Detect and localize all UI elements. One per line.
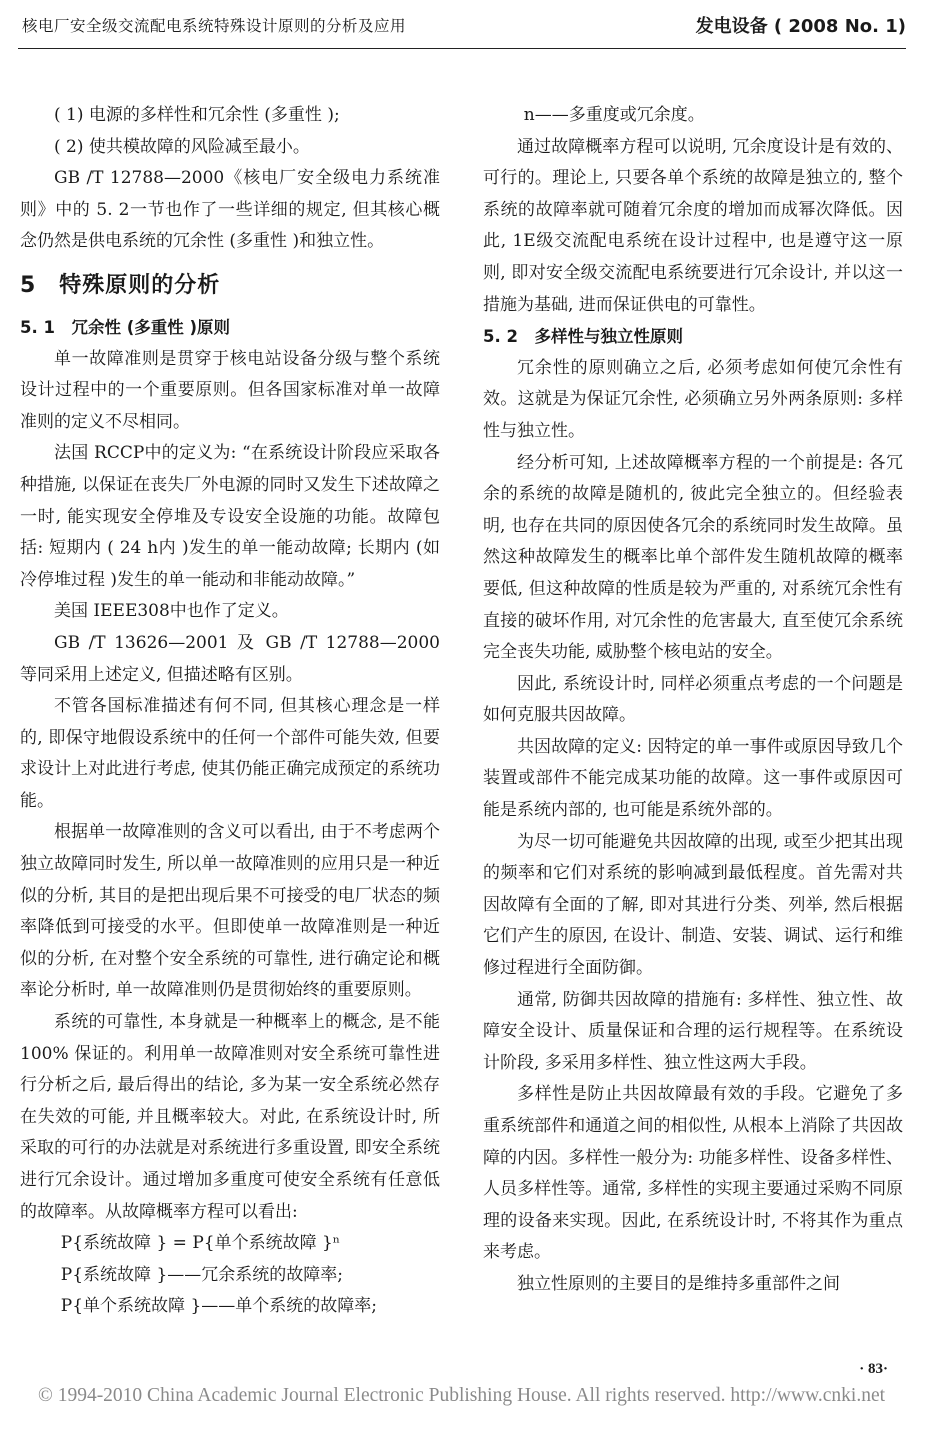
page-number: · 83·: [859, 1361, 888, 1377]
paragraph: 美国 IEEE308中也作了定义。: [54, 601, 289, 622]
formula-definition: P{单个系统故障 }——单个系统的故障率;: [60, 1296, 377, 1317]
paragraph: 不管各国标准描述有何不同, 但其核心理念是一样的, 即保守地假设系统中的任何一个部件可能失效, 但要求设计上对此进行考虑, 使其仍能正确完成预定的系统功能。: [20, 696, 440, 811]
paragraph: 多样性是防止共因故障最有效的手段。它避免了多重系统部件和通道之间的相似性, 从根本上消除了共因故障的内因。多样性一般分为: 功能多样性、设备多样性、人员多样性等。通常, 多样性的实现主要通过采购不同原理的设备来实现。因此, 在系统设计时, 不将其作为重点来考虑。: [483, 1084, 903, 1263]
formula-definition: n——多重度或冗余度。: [523, 105, 705, 125]
paragraph: 系统的可靠性, 本身就是一种概率上的概念, 是不能 100% 保证的。利用单一故障准则对安全系统可靠性进行分析之后, 最后得出的结论, 多为某一安全系统必然存在失效的可能, 并且概率较大。对此, 在系统设计时, 所采取的可行的办法就是对系统进行多重设置, 即安全系统进行冗余设计。通过增加多重度可使安全系统有任意低的故障率。从故障概率方程可以看出:: [20, 1012, 440, 1222]
header-rule: [18, 48, 906, 49]
journal-name: 发电设备 ( 2008 No. 1): [695, 16, 906, 37]
subsection-heading: 5. 1 冗余性 (多重性 )原则: [20, 317, 231, 337]
formula: P{系统故障 } = P{单个系统故障 }ⁿ: [60, 1233, 341, 1254]
paragraph: 冗余性的原则确立之后, 必须考虑如何使冗余性有效。这就是为保证冗余性, 必须确立另外两条原则: 多样性与独立性。: [483, 357, 903, 441]
subsection-heading: 5. 2 多样性与独立性原则: [483, 327, 683, 347]
paragraph: GB /T 13626—2001 及 GB /T 12788—2000 等同采用上述定义, 但描述略有区别。: [20, 632, 440, 685]
copyright-footer: © 1994-2010 China Academic Journal Electronic Publishing House. All rights reserved. http://www.cnki.net: [38, 1385, 886, 1406]
paragraph: 单一故障准则是贯穿于核电站设备分级与整个系统设计过程中的一个重要原则。但各国家标准对单一故障准则的定义不尽相同。: [20, 348, 440, 432]
section-heading: 5 特殊原则的分析: [20, 272, 221, 298]
paragraph: 通过故障概率方程可以说明, 冗余度设计是有效的、可行的。理论上, 只要各单个系统的故障是独立的, 整个系统的故障率就可随着冗余度的增加而成幂次降低。因此, 1E级交流配电系统在设计过程中, 也是遵守这一原则, 即对安全级交流配电系统要进行冗余设计, 并以这一措施为基础, 进而保证供电的可靠性。: [483, 136, 903, 315]
right-column: [483, 100, 903, 1301]
list-item-1: ( 1) 电源的多样性和冗余性 (多重性 );: [54, 105, 340, 125]
paragraph: GB /T 12788—2000《核电厂安全级电力系统准则》中的 5. 2一节也作了一些详细的规定, 但其核心概念仍然是供电系统的冗余性 (多重性 )和独立性。: [20, 168, 440, 252]
paragraph: 法国 RCCP中的定义为: “在系统设计阶段应采取各种措施, 以保证在丧失厂外电源的同时又发生下述故障之一时, 能实现安全停堆及专设安全设施的功能。故障包括: 短期内 ( 24 h内 )发生的单一能动故障; 长期内 (如冷停堆过程 )发生的单一能动和非能动故障。”: [20, 443, 440, 590]
list-item-2: ( 2) 使共模故障的风险减至最小。: [54, 136, 310, 157]
paragraph: 共因故障的定义: 因特定的单一事件或原因导致几个装置或部件不能完成某功能的故障。这一事件或原因可能是系统内部的, 也可能是系统外部的。: [483, 736, 903, 821]
left-column: [20, 100, 440, 1323]
paragraph: 独立性原则的主要目的是维持多重部件之间: [517, 1273, 840, 1294]
paragraph: 为尽一切可能避免共因故障的出现, 或至少把其出现的频率和它们对系统的影响减到最低程度。首先需对共因故障有全面的了解, 即对其进行分类、列举, 然后根据它们产生的原因, 在设计、制造、安装、调试、运行和维修过程进行全面防御。: [483, 831, 903, 979]
running-title: 核电厂安全级交流配电系统特殊设计原则的分析及应用: [22, 17, 407, 35]
formula-definition: P{系统故障 }——冗余系统的故障率;: [60, 1264, 343, 1285]
paragraph: 根据单一故障准则的含义可以看出, 由于不考虑两个独立故障同时发生, 所以单一故障准则的应用只是一种近似的分析, 其目的是把出现后果不可接受的电厂状态的频率降低到可接受的水平。但即使单一故障准则是一种近似的分析, 在对整个安全系统的可靠性, 进行确定论和概率论分析时, 单一故障准则仍是贯彻始终的重要原则。: [20, 822, 440, 1001]
paragraph: 因此, 系统设计时, 同样必须重点考虑的一个问题是如何克服共因故障。: [483, 673, 903, 726]
paragraph: 通常, 防御共因故障的措施有: 多样性、独立性、故障安全设计、质量保证和合理的运行规程等。在系统设计阶段, 多采用多样性、独立性这两大手段。: [483, 989, 903, 1073]
paragraph: 经分析可知, 上述故障概率方程的一个前提是: 各冗余的系统的故障是随机的, 彼此完全独立的。但经验表明, 也存在共同的原因使各冗余的系统同时发生故障。虽然这种故障发生的概率比单个部件发生随机故障的概率要低, 但这种故障的性质是较为严重的, 对系统冗余性有直接的破坏作用, 对冗余性的危害最大, 直至使冗余系统完全丧失功能, 威胁整个核电站的安全。: [483, 452, 903, 663]
